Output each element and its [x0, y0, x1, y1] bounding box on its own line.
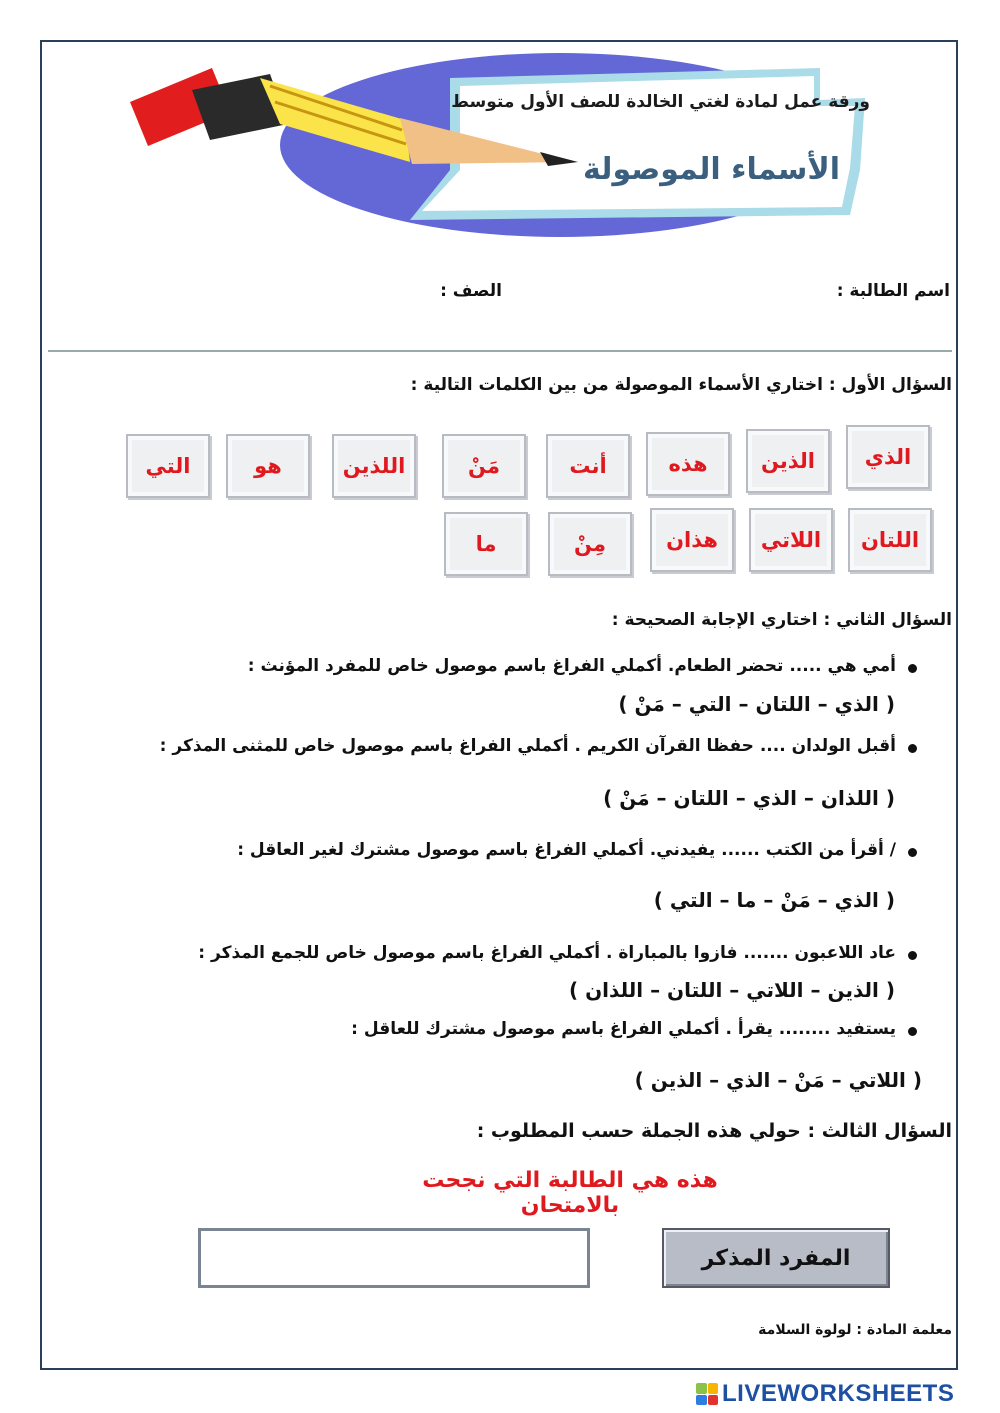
- word-tile[interactable]: ما: [444, 512, 528, 576]
- header-graphic: [120, 50, 880, 240]
- word-tile[interactable]: الذين: [746, 429, 830, 493]
- q2-item-sentence: أقبل الولدان .... حفظا القرآن الكريم . أكملي الفراغ باسم موصول خاص للمثنى المذكر :: [159, 736, 896, 756]
- q2-item-options[interactable]: ( الذي – اللتان – التي – مَنْ ): [618, 692, 895, 716]
- q2-item-options[interactable]: ( الذي – مَنْ – ما – التي ): [653, 888, 895, 912]
- q2-item-sentence: يستفيد ........ يقرأ . أكملي الفراغ باسم موصول مشترك للعاقل :: [351, 1019, 896, 1039]
- q2-item-options[interactable]: ( الذين – اللاتي – اللتان – اللذان ): [569, 978, 895, 1002]
- word-tile[interactable]: الذي: [846, 425, 930, 489]
- word-tile[interactable]: مِنْ: [548, 512, 632, 576]
- word-tile[interactable]: هو: [226, 434, 310, 498]
- header-subtitle: ورقة عمل لمادة لغتي الخالدة للصف الأول متوسط: [451, 92, 870, 112]
- bullet-icon: [908, 664, 917, 673]
- brand-name: LIVEWORKSHEETS: [722, 1380, 955, 1407]
- class-label: الصف :: [440, 281, 502, 301]
- bullet-icon: [908, 848, 917, 857]
- q2-item-options[interactable]: ( اللاتي – مَنْ – الذي – الذين ): [634, 1068, 922, 1092]
- q3-prompt: السؤال الثالث : حولي هذه الجملة حسب المطلوب :: [476, 1120, 952, 1142]
- q2-prompt: السؤال الثاني : اختاري الإجابة الصحيحة :: [611, 610, 952, 630]
- page-title: الأسماء الموصولة: [582, 152, 840, 187]
- q2-item-options[interactable]: ( اللذان – الذي – اللتان – مَنْ ): [603, 786, 895, 810]
- bullet-icon: [908, 1027, 917, 1036]
- word-tile[interactable]: اللاتي: [749, 508, 833, 572]
- answer-input[interactable]: [198, 1228, 590, 1288]
- student-name-label: اسم الطالبة :: [836, 281, 950, 301]
- brand-logo: [696, 1380, 954, 1408]
- teacher-name: معلمة المادة : لولوة السلامة: [758, 1322, 952, 1338]
- answer-field[interactable]: [201, 1231, 587, 1285]
- bullet-icon: [908, 951, 917, 960]
- word-tile[interactable]: التي: [126, 434, 210, 498]
- q3-sentence: هذه هي الطالبة التي نجحت بالامتحان: [422, 1168, 718, 1218]
- word-tile[interactable]: هذان: [650, 508, 734, 572]
- target-form-label: المفرد المذكر: [662, 1228, 890, 1288]
- word-tile[interactable]: اللتان: [848, 508, 932, 572]
- word-tile[interactable]: اللذين: [332, 434, 416, 498]
- bullet-icon: [908, 744, 917, 753]
- logo-icon: [696, 1383, 718, 1405]
- word-tile[interactable]: هذه: [646, 432, 730, 496]
- q1-prompt: السؤال الأول : اختاري الأسماء الموصولة من بين الكلمات التالية :: [410, 375, 952, 395]
- q2-item-sentence: أمي هي ..... تحضر الطعام. أكملي الفراغ باسم موصول خاص للمفرد المؤنث :: [247, 656, 896, 676]
- divider: [48, 350, 952, 352]
- q2-item-sentence: / أقرأ من الكتب ...... يفيدني. أكملي الفراغ باسم موصول مشترك لغير العاقل :: [237, 840, 896, 860]
- q2-item-sentence: عاد اللاعبون ....... فازوا بالمباراة . أكملي الفراغ باسم موصول خاص للجمع المذكر :: [198, 943, 896, 963]
- word-tile[interactable]: أنت: [546, 434, 630, 498]
- word-tile[interactable]: مَنْ: [442, 434, 526, 498]
